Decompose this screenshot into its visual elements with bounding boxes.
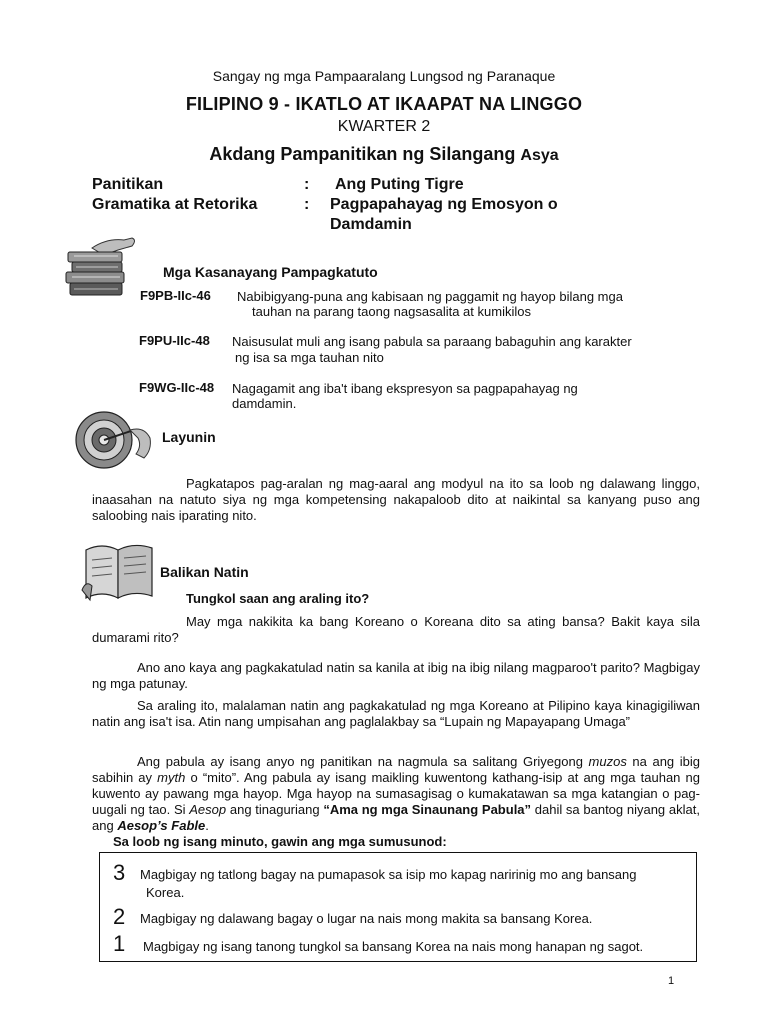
p4-text-d: ang tinaguriang	[229, 802, 320, 817]
subject-tail: Asya	[520, 147, 559, 164]
p4-term-myth: myth	[157, 770, 186, 785]
task-number: 3	[113, 860, 126, 885]
p4-term-muzos: muzos	[588, 754, 627, 769]
task-number: 2	[113, 904, 126, 929]
p4-title-ama: “Ama ng mga Sinaunang Pabula”	[323, 802, 532, 817]
page-number: 1	[668, 975, 675, 987]
task-text-line1: Magbigay ng tatlong bagay na pumapasok sa isip mo kapag naririnig mo ang bansang	[140, 867, 637, 882]
task-text-line1: Magbigay ng dalawang bagay o lugar na nais mong makita sa bansang Korea.	[140, 911, 593, 926]
division-name: Sangay ng mga Pampaaralang Lungsod ng Paranaque	[212, 68, 556, 84]
p4-name-aesop: Aesop	[189, 802, 227, 817]
competency-code: F9WG-IIc-48	[139, 380, 215, 395]
dartboard-icon	[72, 408, 156, 474]
gramatika-colon: :	[304, 196, 310, 213]
balikan-heading: Balikan Natin	[160, 564, 249, 580]
p4-text-a: Ang pabula ay isang anyo ng panitikan na nagmula sa salitang Griyegong	[137, 754, 583, 769]
competency-text-line1: Naisusulat muli ang isang pabula sa paraang babaguhin ang karakter	[232, 334, 632, 349]
competency-text-line2: damdamin.	[232, 396, 297, 411]
books-icon	[62, 234, 140, 300]
layunin-paragraph: Pagkatapos pag-aralan ng mag-aaral ang modyul na ito sa loob ng dalawang linggo, inaasahan na natuto siya ng mga kompetensing nakapaloob dito at naikintal sa kanyang puso ang saloobing nais iparating nito.	[92, 476, 700, 523]
layunin-heading: Layunin	[162, 429, 216, 445]
gramatika-label: Gramatika at Retorika	[92, 196, 258, 213]
balikan-paragraph-4	[92, 754, 700, 834]
subject-main: Akdang Pampanitikan ng Silangang	[209, 144, 516, 164]
gramatika-value-line1: Pagpapahayag ng Emosyon o	[330, 196, 558, 213]
task-text-line1: Magbigay ng isang tanong tungkol sa bansang Korea na nais mong hanapan ng sagot.	[143, 939, 644, 954]
competency-text-line2: tauhan na parang taong nagsasalita at kumikilos	[252, 304, 531, 319]
p4-text-e: dahil sa bantog niyang aklat, ang	[92, 802, 700, 833]
competencies-heading: Mga Kasanayang Pampagkatuto	[163, 264, 378, 280]
p4-text-b: na ang ibig sabihin ay	[92, 754, 700, 785]
competency-code: F9PB-IIc-46	[140, 288, 211, 303]
subject-title	[0, 144, 768, 165]
open-book-icon	[80, 540, 160, 602]
panitikan-label: Panitikan	[92, 176, 164, 193]
competency-text-line2: ng isa sa mga tauhan nito	[235, 350, 384, 365]
p4-book-fable: Aesop’s Fable	[117, 818, 206, 833]
panitikan-value: Ang Puting Tigre	[335, 176, 464, 193]
task-instruction: Sa loob ng isang minuto, gawin ang mga sumusunod:	[113, 834, 447, 849]
task-number: 1	[113, 931, 126, 956]
balikan-subheading: Tungkol saan ang araling ito?	[186, 591, 370, 606]
p4-text-c: o “mito”. Ang pabula ay isang maikling kuwentong kathang-isip at ang mga tauhan ng kuwento ay pawang mga hayop. Mga hayop na sumasagisag o kumakatawan sa mga katangian o pag-uugali ng tao. Si	[92, 770, 700, 817]
panitikan-colon: :	[304, 176, 310, 193]
balikan-paragraph-1: May mga nakikita ka bang Koreano o Koreana dito sa ating bansa? Bakit kaya sila dumarami rito?	[92, 614, 700, 645]
quarter-label: KWARTER 2	[337, 118, 431, 135]
p4-text-f: .	[205, 818, 209, 833]
balikan-paragraph-3: Sa araling ito, malalaman natin ang pagkakatulad ng mga Koreano at Pilipino kaya kinagigiliwan natin ang isa't isa. Atin nang umpisahan ang paglalakbay sa “Lupain ng Mapayapang Umaga”	[92, 698, 700, 729]
competency-text-line1: Nagagamit ang iba't ibang ekspresyon sa pagpapahayag ng	[232, 381, 578, 396]
competency-text-line1: Nabibigyang-puna ang kabisaan ng paggamit ng hayop bilang mga	[237, 289, 623, 304]
module-title: FILIPINO 9 - IKATLO AT IKAAPAT NA LINGGO	[185, 94, 583, 114]
competency-code: F9PU-IIc-48	[139, 333, 210, 348]
task-text-line2: Korea.	[146, 885, 185, 900]
balikan-paragraph-2: Ano ano kaya ang pagkakatulad natin sa kanila at ibig na ibig nilang magparoo't parito? Magbigay ng mga patunay.	[92, 660, 700, 691]
gramatika-value-line2: Damdamin	[330, 216, 412, 233]
